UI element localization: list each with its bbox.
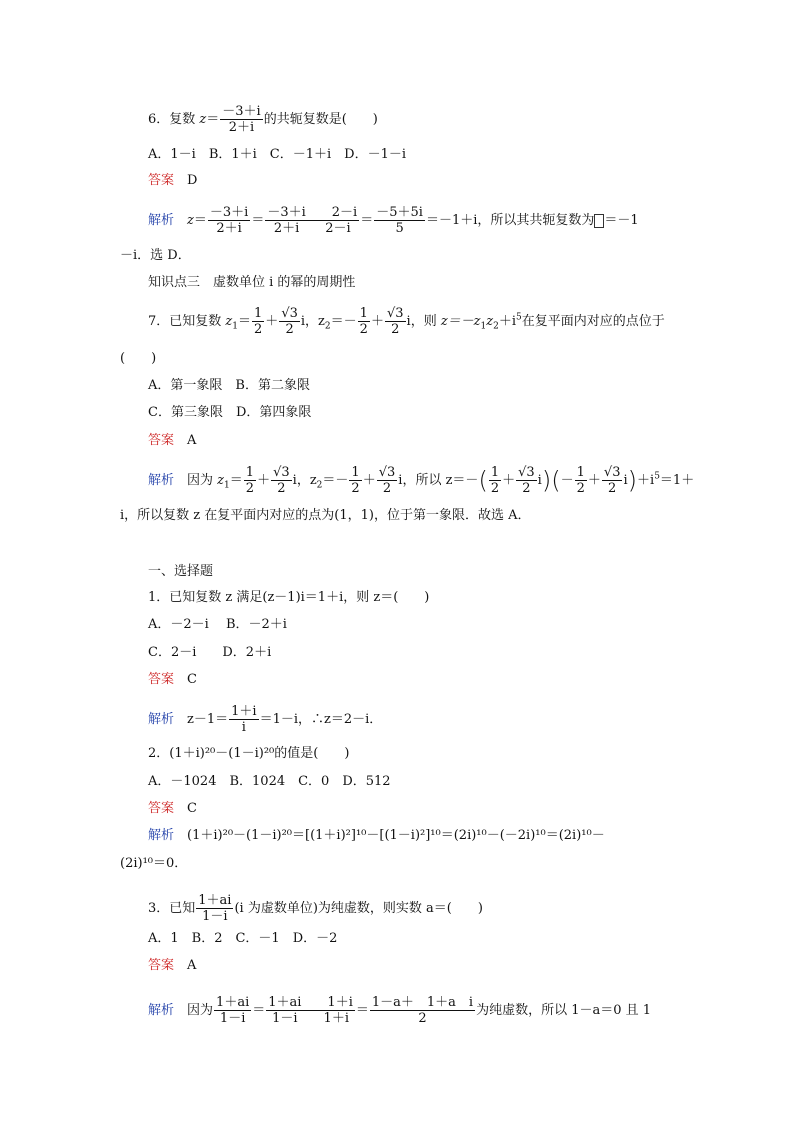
p3-answer: 答案 A [148, 958, 197, 973]
fraction: $\frac{√3}{2}$ [603, 465, 621, 496]
fraction: $\frac{1+i}{i}$ [231, 704, 257, 735]
p2-analysis: 解析 (1＋i)²⁰－(1－i)²⁰＝[(1＋i)²]¹⁰－[(1－i)²]¹⁰＝(2i)¹⁰－(－2i)¹⁰＝(2i)¹⁰－ [148, 828, 605, 843]
p2-answer: 答案 C [148, 801, 197, 816]
p1-analysis: 解析 z－1＝ $\frac{1+i}{i}$ ＝1－i，∴z＝2－i． [148, 704, 383, 735]
p1-options-2: C．2－i D．2＋i [148, 645, 272, 660]
fraction: $\frac{√3}{2}$ [273, 465, 290, 496]
q7-stem-cont: ( ) [120, 351, 157, 366]
p2-stem: 2．(1＋i)²⁰－(1－i)²⁰的值是( ) [148, 746, 350, 761]
fraction: $\frac{1+ai}{1-i}$ [198, 893, 232, 924]
q6-stem-fraction: $\frac{-3+i}{2+i}$ [222, 104, 261, 135]
q6-stem: 6．复数 z＝ $\frac{-3+i}{2+i}$ 的共轭复数是( ) [148, 104, 378, 135]
fraction: $\frac{-3+i 2-i}{2+i 2-i}$ [267, 205, 358, 236]
p2-analysis-cont: (2i)¹⁰＝0． [120, 856, 188, 871]
fraction: $\frac{√3}{2}$ [378, 465, 396, 496]
fraction: $\frac{1+ai 1+i}{1-i 1+i}$ [268, 995, 353, 1026]
part-title: 一、选择题 [148, 564, 214, 579]
p3-analysis: 解析 因为 $\frac{1+ai}{1-i}$ ＝ $\frac{1+ai 1+i}{1-i 1+i}$ ＝ $\frac{\text{1－a＋ 1＋a i}}{2}$ 为纯虚数，所以 1－a＝0 且 1 [148, 995, 652, 1026]
q7-analysis: 解析 因为 $z_1=$ $\frac{1}{2}$ ＋ $\frac{√3}{2}$ i，$z_2=-$ $\frac{1}{2}$ ＋ $\frac{√3}{2}$ i，所以 z＝－( $\frac{1}{2}$ ＋ $\frac{√3}{2}$ i)(－ $\frac{1}{2}$ ＋ $\frac{√3}{2}$ $i)+i^5=1+$ [148, 465, 695, 496]
fraction: $\frac{1}{2}$ [351, 465, 360, 496]
q6-analysis: 解析 z＝ $\frac{-3+i}{2+i}$ ＝ $\frac{-3+i 2-i}{2+i 2-i}$ ＝ $\frac{-5+5i}{5}$ ＝－1＋i，所以其共轭复数为 ＝－1 [148, 205, 639, 236]
fraction: $\frac{√3}{2}$ [518, 465, 535, 496]
q7-options-1: A．第一象限 B．第二象限 [148, 378, 310, 393]
p3-stem: 3．已知 $\frac{1+ai}{1-i}$ (i 为虚数单位)为纯虚数，则实数 a＝( ) [148, 893, 483, 924]
p3-options: A．1 B．2 C．－1 D．－2 [148, 931, 338, 946]
fraction: $\frac{1}{2}$ [359, 306, 368, 337]
fraction: $\frac{√3}{2}$ [281, 306, 298, 337]
fraction: $\frac{1+ai}{1-i}$ [216, 995, 250, 1026]
conjugate-z-symbol [594, 214, 604, 228]
q6-answer: 答案 D [148, 173, 198, 188]
fraction: $\frac{1}{2}$ [490, 465, 500, 496]
fraction: $\frac{√3}{2}$ [386, 306, 404, 337]
q7-analysis-cont: i，所以复数 z 在复平面内对应的点为(1，1)，位于第一象限．故选 A． [120, 508, 531, 523]
fraction: $\frac{1}{2}$ [576, 465, 585, 496]
p2-options: A．－1024 B．1024 C．0 D．512 [148, 774, 391, 789]
analysis-label: 解析 [148, 213, 175, 228]
q6-analysis-cont: －i．选 D． [120, 248, 191, 263]
fraction: $\frac{-5+5i}{5}$ [376, 205, 423, 236]
q7-options-2: C．第三象限 D．第四象限 [148, 405, 312, 420]
p1-stem: 1．已知复数 z 满足(z－1)i＝1＋i，则 z＝( ) [148, 590, 430, 605]
section-heading: 知识点三 虚数单位 i 的幂的周期性 [148, 275, 356, 290]
fraction: $\frac{1}{2}$ [245, 465, 255, 496]
q7-stem: 7．已知复数 $z_1=$ $\frac{1}{2}$ ＋ $\frac{√3}{2}$ i，$z_2=-$ $\frac{1}{2}$ ＋ $\frac{√3}{2}$ i，则 $z=-z_1z_2+i^5$在复平面内对应的点位于 [148, 306, 665, 337]
fraction: $\frac{1}{2}$ [254, 306, 263, 337]
p1-answer: 答案 C [148, 672, 197, 687]
q6-options: A．1－i B．1＋i C．－1＋i D．－1－i [148, 147, 407, 162]
p1-options-1: A．－2－i B．－2＋i [148, 617, 287, 632]
fraction: $\frac{-3+i}{2+i}$ [209, 205, 249, 236]
q7-answer: 答案 A [148, 433, 197, 448]
fraction: $\frac{\text{1－a＋ 1＋a i}}{2}$ [371, 995, 474, 1026]
